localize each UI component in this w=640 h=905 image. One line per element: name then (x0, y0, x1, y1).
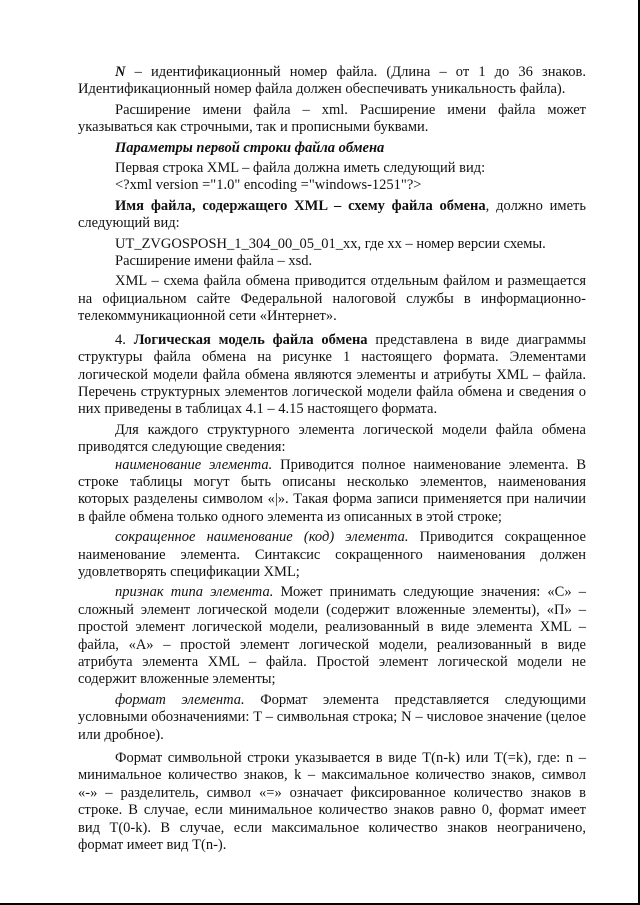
paragraph-string-format: Формат символьной строки указывается в виде T(n-k) или T(=k), где: n – минимальное количество знаков, k – максимальное количество знаков, символ «-» – разделитель, символ «=» означает фиксированное количество знаков в строке. В случае, если минимальное количество знаков равно 0, формат имеет вид T(0-k). В случае, если максимальное количество знаков неограничено, формат имеет вид T(n-). (78, 750, 586, 854)
paragraph-text: Может принимать следующие значения: «С» – сложный элемент логической модели (содержит вложенные элементы), «П» – простой элемент логической модели, реализованный в виде элемента XML – файла, «А» – простой элемент логической модели, реализованный в виде атрибута элемента XML – файла. Простой элемент логической модели не содержит вложенные элементы; (78, 584, 586, 688)
paragraph-xsd: Расширение имени файла – xsd. (115, 253, 313, 270)
document-body (78, 64, 586, 854)
paragraph-text: Приводится полное наименование элемента. В строке таблицы могут быть описаны несколько элементов, наименования которых разделены символом «|». Такая форма записи применяется при наличии в файле обмена только одного элемента из описанных в этой строке; (78, 456, 586, 525)
section-heading (78, 140, 586, 157)
paragraph-schema-name (78, 198, 586, 233)
schema-file-name: UT_ZVGOSPOSH_1_304_00_05_01_xx, где хх – номер версии схемы. (115, 235, 546, 252)
paragraph-element-type (78, 584, 586, 688)
italic-term: наименование элемента. (115, 456, 273, 473)
paragraph-logical-model (78, 332, 586, 419)
xml-declaration: <?xml version ="1.0" encoding ="windows-1251"?> (115, 177, 422, 194)
italic-term: формат элемента. (115, 691, 245, 708)
paragraph-text: Приводится сокращенное наименование элемента. Синтаксис сокращенного наименования должен удовлетворять спецификации XML; (78, 529, 586, 580)
bold-text: Имя файла, содержащего XML – схему файла обмена (115, 197, 486, 214)
paragraph-element-name (78, 457, 586, 527)
paragraph-file-id (78, 64, 586, 99)
variable-label: N (115, 64, 126, 80)
paragraph-text: Формат элемента представляется следующими условными обозначениями: T – символьная строка; N – числовое значение (целое или дробное). (78, 691, 586, 743)
section-number: 4. (115, 331, 134, 348)
paragraph-extension: Расширение имени файла – xml. Расширение имени файла может указываться как строчными, так и прописными буквами. (78, 101, 586, 136)
paragraph-element-format (78, 692, 586, 744)
paragraph-first-line: Первая строка XML – файла должна иметь следующий вид: (115, 160, 486, 177)
italic-term: признак типа элемента. (115, 584, 274, 601)
heading-text: Параметры первой строки файла обмена (115, 139, 385, 156)
paragraph-element-code (78, 529, 586, 581)
paragraph-text: – идентификационный номер файла. (Длина – от 1 до 36 знаков. Идентификационный номер файла должен обеспечивать уникальность файла). (78, 64, 586, 98)
paragraph-text: , должно иметь следующий вид: (78, 197, 586, 232)
paragraph-text: представлена в виде диаграммы структуры файла обмена на рисунке 1 настоящего формата. Элементами логической модели файла обмена являются элементы и атрибуты XML – файла. Перечень структурных элементов логической модели файла обмена и сведения о них приведены в таблицах 4.1 – 4.15 настоящего формата. (78, 331, 587, 418)
bold-text: Логическая модель файла обмена (133, 331, 368, 348)
paragraph-schema-published: XML – схема файла обмена приводится отдельным файлом и размещается на официальном сайте Федеральной налоговой службы в информационно-телекоммуникационной сети «Интернет». (78, 273, 586, 325)
italic-term: сокращенное наименование (код) элемента. (115, 529, 409, 546)
paragraph-element-info: Для каждого структурного элемента логической модели файла обмена приводятся следующие сведения: (78, 421, 586, 456)
